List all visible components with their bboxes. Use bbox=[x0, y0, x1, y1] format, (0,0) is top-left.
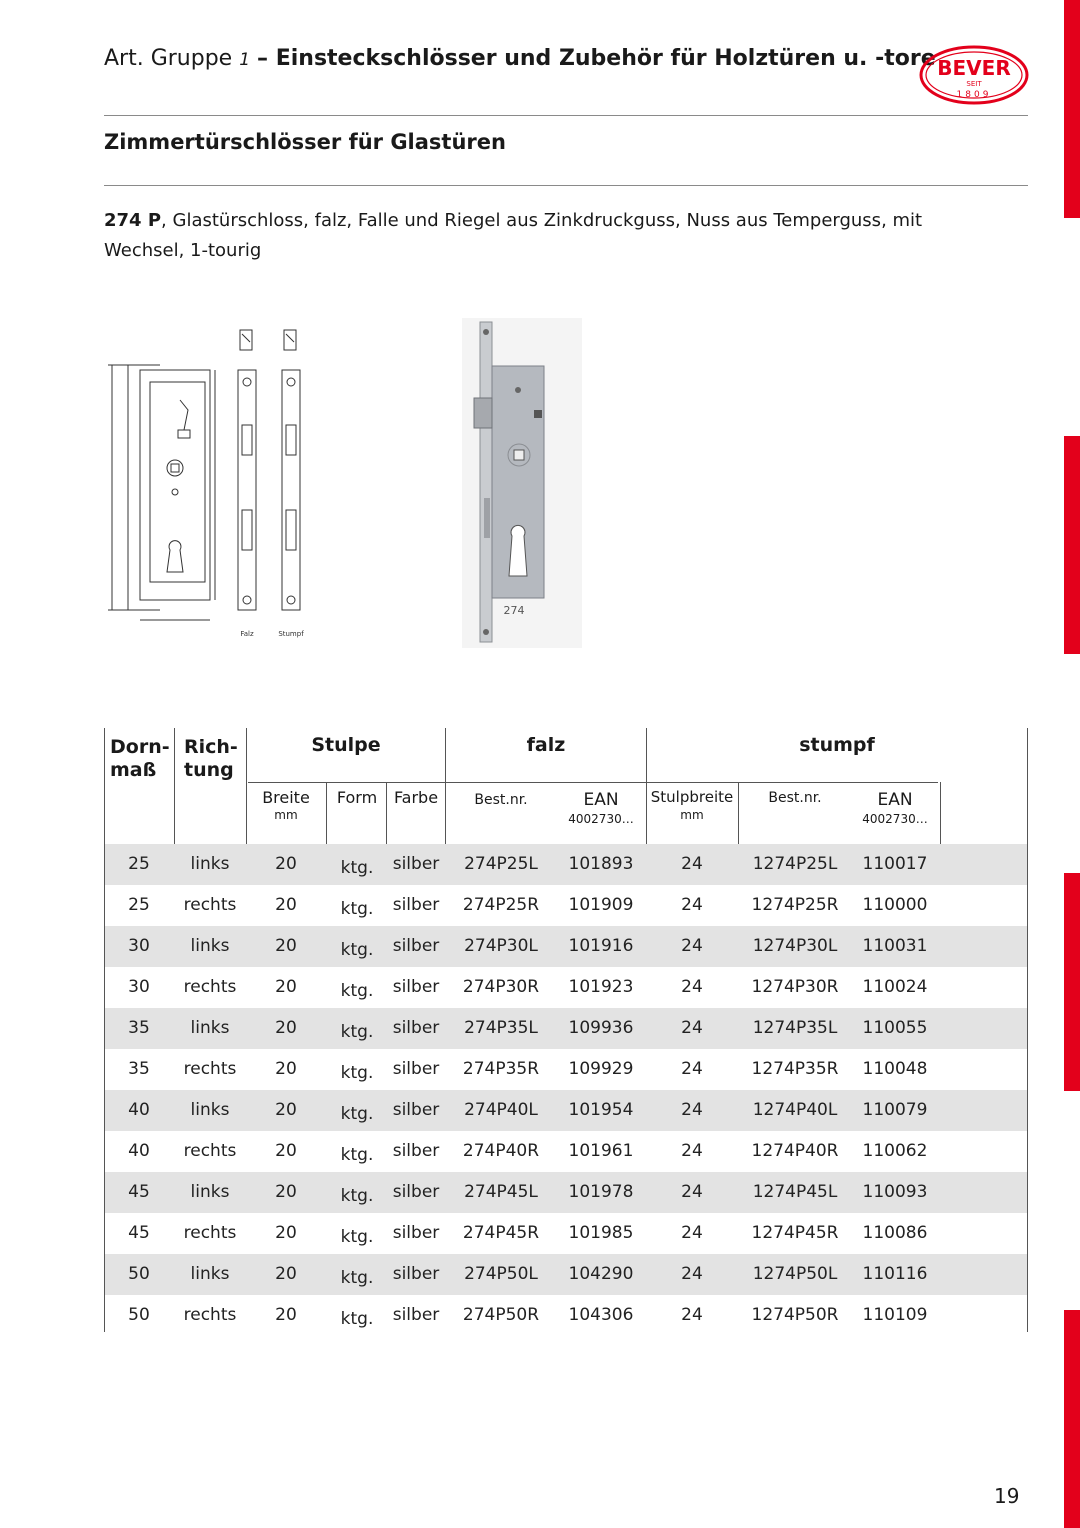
cell-falz-ean: 109929 bbox=[568, 1059, 634, 1079]
cell-farbe: silber bbox=[392, 854, 440, 874]
sub-falz-ean-prefix: 4002730… bbox=[568, 812, 634, 826]
cell-stumpf-ean: 110017 bbox=[862, 854, 928, 874]
cell-farbe: silber bbox=[392, 1100, 440, 1120]
grid-line bbox=[104, 728, 105, 1332]
cell-richtung: links bbox=[190, 1264, 230, 1284]
side-tab-2 bbox=[1064, 436, 1080, 654]
table-row bbox=[104, 967, 1028, 1008]
sub-falz-bestnr: Best.nr. bbox=[474, 792, 528, 808]
sub-stumpf-ean: EAN bbox=[877, 790, 913, 810]
cell-falz-ean: 101916 bbox=[568, 936, 634, 956]
cell-breite: 20 bbox=[275, 1059, 297, 1079]
cell-stulpbreite: 24 bbox=[681, 1100, 703, 1120]
grid-line bbox=[326, 782, 327, 844]
cell-stulpbreite: 24 bbox=[681, 936, 703, 956]
side-tab-1 bbox=[1064, 0, 1080, 218]
cell-stumpf-ean: 110062 bbox=[862, 1141, 928, 1161]
cell-stulpbreite: 24 bbox=[681, 1264, 703, 1284]
sub-falz-ean: EAN bbox=[583, 790, 619, 810]
side-tab-3 bbox=[1064, 873, 1080, 1091]
cell-stulpbreite: 24 bbox=[681, 1141, 703, 1161]
technical-drawing bbox=[100, 320, 330, 650]
cell-richtung: links bbox=[190, 1100, 230, 1120]
table-row bbox=[104, 1295, 1028, 1336]
cell-falz-bestnr: 274P35L bbox=[464, 1018, 538, 1038]
cell-falz-bestnr: 274P50R bbox=[462, 1305, 540, 1325]
cell-dorn: 25 bbox=[128, 854, 150, 874]
page-number: 19 bbox=[994, 1484, 1020, 1508]
cell-falz-ean: 104290 bbox=[568, 1264, 634, 1284]
cell-farbe: silber bbox=[392, 1305, 440, 1325]
cell-farbe: silber bbox=[392, 895, 440, 915]
cell-falz-bestnr: 274P40L bbox=[464, 1100, 538, 1120]
photo-caption: 274 bbox=[503, 604, 525, 617]
grid-line bbox=[386, 782, 387, 844]
cell-breite: 20 bbox=[275, 1018, 297, 1038]
cell-falz-bestnr: 274P30R bbox=[462, 977, 540, 997]
cell-farbe: silber bbox=[392, 1018, 440, 1038]
cell-breite: 20 bbox=[275, 1141, 297, 1161]
cell-richtung: links bbox=[190, 936, 230, 956]
cell-stulpbreite: 24 bbox=[681, 1059, 703, 1079]
cell-form: ktg. bbox=[340, 1268, 374, 1288]
cell-farbe: silber bbox=[392, 1059, 440, 1079]
table-header bbox=[104, 728, 1028, 844]
cell-stumpf-bestnr: 1274P45R bbox=[751, 1223, 839, 1243]
sub-stulpbreite-unit: mm bbox=[680, 808, 704, 822]
cell-farbe: silber bbox=[392, 1264, 440, 1284]
side-tab-4 bbox=[1064, 1310, 1080, 1528]
cell-stumpf-bestnr: 1274P25L bbox=[752, 854, 838, 874]
cell-stulpbreite: 24 bbox=[681, 895, 703, 915]
cell-stumpf-ean: 110055 bbox=[862, 1018, 928, 1038]
cell-stumpf-bestnr: 1274P45L bbox=[752, 1182, 838, 1202]
cell-form: ktg. bbox=[340, 858, 374, 878]
cell-farbe: silber bbox=[392, 977, 440, 997]
table-row bbox=[104, 926, 1028, 967]
cell-form: ktg. bbox=[340, 1186, 374, 1206]
table-row bbox=[104, 1008, 1028, 1049]
cell-stulpbreite: 24 bbox=[681, 1182, 703, 1202]
cell-dorn: 40 bbox=[128, 1141, 150, 1161]
cell-falz-bestnr: 274P25R bbox=[462, 895, 540, 915]
cell-stulpbreite: 24 bbox=[681, 1223, 703, 1243]
cell-stumpf-bestnr: 1274P30L bbox=[752, 936, 838, 956]
sub-breite-unit: mm bbox=[274, 808, 298, 822]
cell-falz-bestnr: 274P50L bbox=[464, 1264, 538, 1284]
cell-richtung: links bbox=[190, 854, 230, 874]
cell-falz-ean: 104306 bbox=[568, 1305, 634, 1325]
grid-line bbox=[646, 728, 647, 844]
cell-falz-ean: 101909 bbox=[568, 895, 634, 915]
cell-stumpf-ean: 110048 bbox=[862, 1059, 928, 1079]
logo-seit: SEIT bbox=[966, 80, 982, 88]
sub-stulpbreite: Stulpbreite bbox=[650, 788, 734, 806]
subheader-divider bbox=[248, 782, 938, 783]
cell-richtung: rechts bbox=[183, 1223, 237, 1243]
cell-falz-bestnr: 274P30L bbox=[464, 936, 538, 956]
cell-richtung: links bbox=[190, 1182, 230, 1202]
cell-stumpf-ean: 110093 bbox=[862, 1182, 928, 1202]
table-row bbox=[104, 844, 1028, 885]
cell-breite: 20 bbox=[275, 1305, 297, 1325]
cell-stumpf-bestnr: 1274P30R bbox=[751, 977, 839, 997]
cell-stumpf-ean: 110116 bbox=[862, 1264, 928, 1284]
group-label: Art. Gruppe bbox=[104, 46, 233, 71]
cell-form: ktg. bbox=[340, 981, 374, 1001]
cell-falz-ean: 101961 bbox=[568, 1141, 634, 1161]
header-richtung: Rich- tung bbox=[184, 736, 238, 781]
grid-line bbox=[174, 728, 175, 844]
cell-falz-ean: 101954 bbox=[568, 1100, 634, 1120]
cell-breite: 20 bbox=[275, 854, 297, 874]
cell-falz-bestnr: 274P45L bbox=[464, 1182, 538, 1202]
cell-form: ktg. bbox=[340, 1063, 374, 1083]
sub-breite: Breite bbox=[262, 788, 310, 807]
grid-line bbox=[1027, 728, 1028, 1332]
cell-stumpf-bestnr: 1274P40L bbox=[752, 1100, 838, 1120]
cell-breite: 20 bbox=[275, 1100, 297, 1120]
cell-stumpf-bestnr: 1274P35L bbox=[752, 1018, 838, 1038]
cell-stulpbreite: 24 bbox=[681, 977, 703, 997]
cell-form: ktg. bbox=[340, 1145, 374, 1165]
sub-stumpf-bestnr: Best.nr. bbox=[768, 790, 822, 806]
logo-year: 1809 bbox=[956, 90, 992, 100]
header-divider bbox=[104, 115, 1028, 116]
cell-farbe: silber bbox=[392, 1182, 440, 1202]
bever-logo bbox=[918, 44, 1030, 106]
cell-dorn: 50 bbox=[128, 1264, 150, 1284]
cell-form: ktg. bbox=[340, 899, 374, 919]
cell-falz-bestnr: 274P35R bbox=[462, 1059, 540, 1079]
page-header bbox=[104, 46, 936, 71]
section-title: Zimmertürschlösser für Glastüren bbox=[104, 130, 506, 154]
table-row bbox=[104, 1090, 1028, 1131]
product-photo bbox=[462, 318, 582, 648]
product-description bbox=[104, 206, 984, 266]
cell-dorn: 35 bbox=[128, 1059, 150, 1079]
sub-stumpf-ean-prefix: 4002730… bbox=[862, 812, 928, 826]
section-divider bbox=[104, 185, 1028, 186]
drawing-label-falz: Falz bbox=[240, 630, 254, 638]
product-code: 274 P bbox=[104, 210, 162, 231]
cell-form: ktg. bbox=[340, 1104, 374, 1124]
table-row bbox=[104, 1254, 1028, 1295]
cell-breite: 20 bbox=[275, 1182, 297, 1202]
cell-stumpf-ean: 110086 bbox=[862, 1223, 928, 1243]
cell-form: ktg. bbox=[340, 1022, 374, 1042]
cell-breite: 20 bbox=[275, 936, 297, 956]
drawing-label-stumpf: Stumpf bbox=[278, 630, 304, 638]
cell-richtung: rechts bbox=[183, 1059, 237, 1079]
cell-stumpf-ean: 110024 bbox=[862, 977, 928, 997]
header-falz: falz bbox=[526, 734, 566, 756]
cell-falz-bestnr: 274P45R bbox=[462, 1223, 540, 1243]
cell-stumpf-ean: 110079 bbox=[862, 1100, 928, 1120]
grid-line bbox=[738, 782, 739, 844]
cell-breite: 20 bbox=[275, 1264, 297, 1284]
table-row bbox=[104, 1172, 1028, 1213]
cell-richtung: rechts bbox=[183, 1141, 237, 1161]
cell-stumpf-ean: 110031 bbox=[862, 936, 928, 956]
cell-stulpbreite: 24 bbox=[681, 854, 703, 874]
cell-stulpbreite: 24 bbox=[681, 1305, 703, 1325]
table-row bbox=[104, 1049, 1028, 1090]
header-stumpf: stumpf bbox=[799, 734, 875, 756]
cell-stumpf-ean: 110109 bbox=[862, 1305, 928, 1325]
cell-falz-ean: 101978 bbox=[568, 1182, 634, 1202]
cell-richtung: links bbox=[190, 1018, 230, 1038]
page-title: – Einsteckschlösser und Zubehör für Holztüren u. -tore bbox=[257, 46, 936, 71]
cell-richtung: rechts bbox=[183, 977, 237, 997]
cell-dorn: 30 bbox=[128, 977, 150, 997]
cell-dorn: 35 bbox=[128, 1018, 150, 1038]
cell-falz-bestnr: 274P25L bbox=[464, 854, 538, 874]
logo-brand: BEVER bbox=[937, 56, 1011, 80]
header-dorn: Dorn- maß bbox=[110, 736, 170, 781]
cell-stumpf-bestnr: 1274P50L bbox=[752, 1264, 838, 1284]
cell-farbe: silber bbox=[392, 1141, 440, 1161]
grid-line bbox=[940, 782, 941, 844]
cell-falz-ean: 109936 bbox=[568, 1018, 634, 1038]
sub-form: Form bbox=[336, 788, 378, 807]
cell-stumpf-bestnr: 1274P25R bbox=[751, 895, 839, 915]
cell-farbe: silber bbox=[392, 1223, 440, 1243]
cell-dorn: 40 bbox=[128, 1100, 150, 1120]
table-row bbox=[104, 1131, 1028, 1172]
cell-form: ktg. bbox=[340, 1227, 374, 1247]
product-table bbox=[104, 728, 1028, 1329]
group-number: 1 bbox=[239, 50, 251, 70]
table-row bbox=[104, 885, 1028, 926]
cell-falz-ean: 101985 bbox=[568, 1223, 634, 1243]
cell-dorn: 30 bbox=[128, 936, 150, 956]
cell-richtung: rechts bbox=[183, 1305, 237, 1325]
grid-line bbox=[246, 728, 247, 844]
table-row bbox=[104, 1213, 1028, 1254]
cell-falz-bestnr: 274P40R bbox=[462, 1141, 540, 1161]
cell-falz-ean: 101893 bbox=[568, 854, 634, 874]
cell-dorn: 25 bbox=[128, 895, 150, 915]
cell-stumpf-bestnr: 1274P35R bbox=[751, 1059, 839, 1079]
cell-dorn: 50 bbox=[128, 1305, 150, 1325]
cell-stumpf-ean: 110000 bbox=[862, 895, 928, 915]
header-stulpe: Stulpe bbox=[311, 734, 381, 756]
cell-farbe: silber bbox=[392, 936, 440, 956]
cell-form: ktg. bbox=[340, 940, 374, 960]
cell-breite: 20 bbox=[275, 977, 297, 997]
cell-stulpbreite: 24 bbox=[681, 1018, 703, 1038]
product-text: , Glastürschloss, falz, Falle und Riegel aus Zinkdruckguss, Nuss aus Temperguss, mit Wechsel, 1-tourig bbox=[104, 210, 923, 261]
cell-breite: 20 bbox=[275, 895, 297, 915]
cell-breite: 20 bbox=[275, 1223, 297, 1243]
cell-falz-ean: 101923 bbox=[568, 977, 634, 997]
sub-farbe: Farbe bbox=[393, 788, 439, 807]
cell-richtung: rechts bbox=[183, 895, 237, 915]
cell-dorn: 45 bbox=[128, 1223, 150, 1243]
cell-dorn: 45 bbox=[128, 1182, 150, 1202]
cell-stumpf-bestnr: 1274P40R bbox=[751, 1141, 839, 1161]
cell-form: ktg. bbox=[340, 1309, 374, 1329]
grid-line bbox=[445, 728, 446, 844]
cell-stumpf-bestnr: 1274P50R bbox=[751, 1305, 839, 1325]
